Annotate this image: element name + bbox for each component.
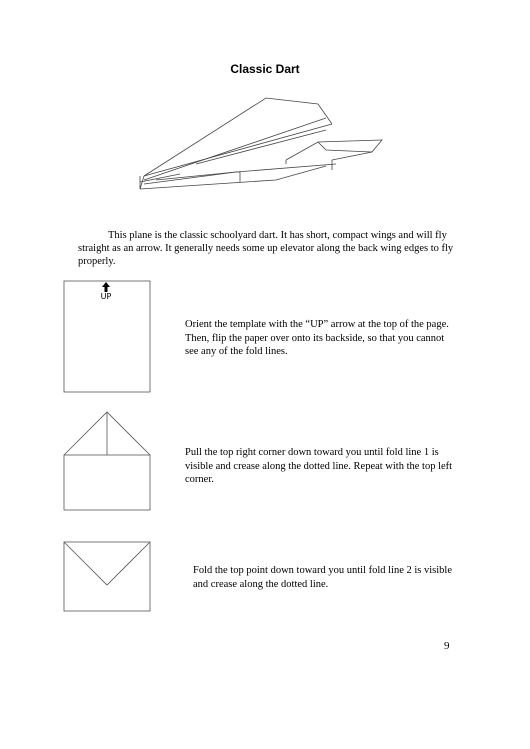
page-number: 9 bbox=[444, 640, 450, 652]
intro-paragraph: This plane is the classic schoolyard dart. It has short, compact wings and will fly straight as an arrow. It generally needs some up elevator along the back wing edges to fly properly. bbox=[78, 229, 454, 267]
step-1-text: Orient the template with the “UP” arrow at the top of the page. Then, flip the paper over onto its backside, so that you cannot see any of the fold lines. bbox=[185, 319, 449, 357]
step-2-diagram bbox=[63, 411, 151, 511]
step-3-diagram bbox=[63, 541, 151, 612]
step-3-text: Fold the top point down toward you until fold line 2 is visible and crease along the dotted line. bbox=[193, 565, 452, 590]
up-label: UP bbox=[100, 292, 112, 301]
page-title: Classic Dart bbox=[230, 62, 300, 76]
paper-plane-illustration bbox=[136, 94, 386, 192]
step-2-text: Pull the top right corner down toward you until fold line 1 is visible and crease along the dotted line. Repeat with the top left corner. bbox=[185, 447, 453, 485]
